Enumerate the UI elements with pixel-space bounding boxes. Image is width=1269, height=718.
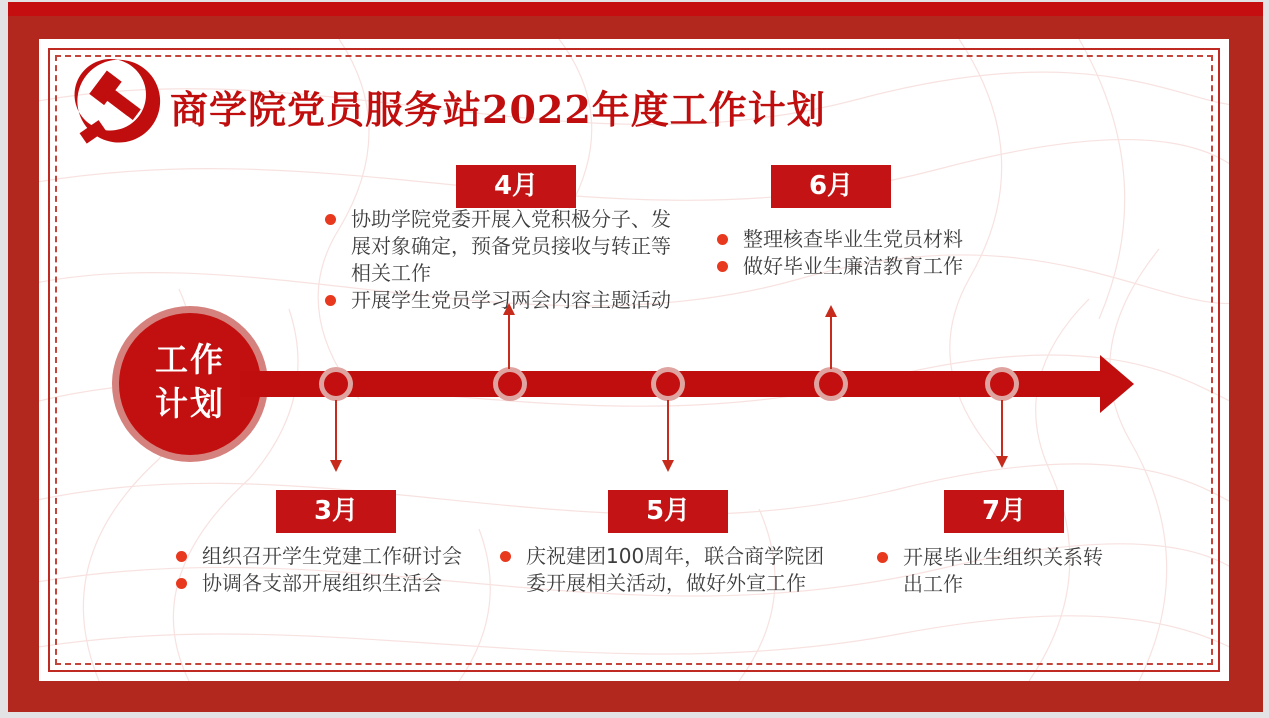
timeline-node-july	[985, 367, 1019, 401]
bullet-icon	[877, 552, 888, 563]
month-box-april: 4月	[456, 165, 576, 208]
month-box-march: 3月	[276, 490, 396, 533]
month-items-april	[325, 206, 681, 314]
work-item-text: 开展学生党员学习两会内容主题活动	[351, 288, 671, 312]
list-item	[717, 253, 1137, 280]
bullet-icon	[325, 295, 336, 306]
arrow-down-line	[335, 400, 337, 460]
timeline-node-core	[324, 372, 348, 396]
month-box-june: 6月	[771, 165, 891, 208]
list-item	[500, 543, 836, 597]
timeline-node-april	[493, 367, 527, 401]
work-item-text: 开展毕业生组织关系转出工作	[903, 545, 1103, 596]
work-item-text: 庆祝建团100周年，联合商学院团委开展相关活动，做好外宣工作	[526, 544, 825, 595]
month-box-may: 5月	[608, 490, 728, 533]
timeline-node-march	[319, 367, 353, 401]
timeline-node-core	[498, 372, 522, 396]
work-item-text: 协调各支部开展组织生活会	[202, 571, 442, 595]
arrow-up-icon	[825, 305, 837, 317]
bullet-icon	[717, 261, 728, 272]
month-items-may	[500, 543, 836, 597]
timeline-node-core	[990, 372, 1014, 396]
party-emblem-icon	[72, 56, 166, 150]
arrow-down-line	[667, 400, 669, 460]
arrow-up-line	[508, 315, 510, 369]
bullet-icon	[500, 551, 511, 562]
month-items-july	[877, 544, 1117, 598]
list-item	[877, 544, 1117, 598]
month-box-july: 7月	[944, 490, 1064, 533]
timeline-arrowhead-icon	[1100, 355, 1134, 413]
arrow-down-line	[1001, 400, 1003, 456]
list-item	[717, 226, 1137, 253]
work-item-text: 协助学院党委开展入党积极分子、发展对象确定，预备党员接收与转正等相关工作	[351, 207, 671, 285]
arrow-down-icon	[996, 456, 1008, 468]
bullet-icon	[717, 234, 728, 245]
work-item-text: 整理核查毕业生党员材料	[743, 227, 963, 251]
work-item-text: 做好毕业生廉洁教育工作	[743, 254, 963, 278]
badge-line-2: 计划	[155, 384, 225, 423]
work-item-text: 组织召开学生党建工作研讨会	[202, 544, 462, 568]
timeline-node-may	[651, 367, 685, 401]
timeline-node-june	[814, 367, 848, 401]
arrow-up-line	[830, 317, 832, 369]
list-item	[325, 206, 681, 287]
list-item	[325, 287, 681, 314]
bullet-icon	[176, 551, 187, 562]
bullet-icon	[325, 214, 336, 225]
bullet-icon	[176, 578, 187, 589]
page-title: 商学院党员服务站2022年度工作计划	[170, 87, 826, 132]
timeline-node-core	[819, 372, 843, 396]
badge-line-1: 工作	[155, 340, 225, 379]
arrow-down-icon	[662, 460, 674, 472]
timeline-node-core	[656, 372, 680, 396]
month-items-june	[717, 226, 1137, 280]
arrow-down-icon	[330, 460, 342, 472]
